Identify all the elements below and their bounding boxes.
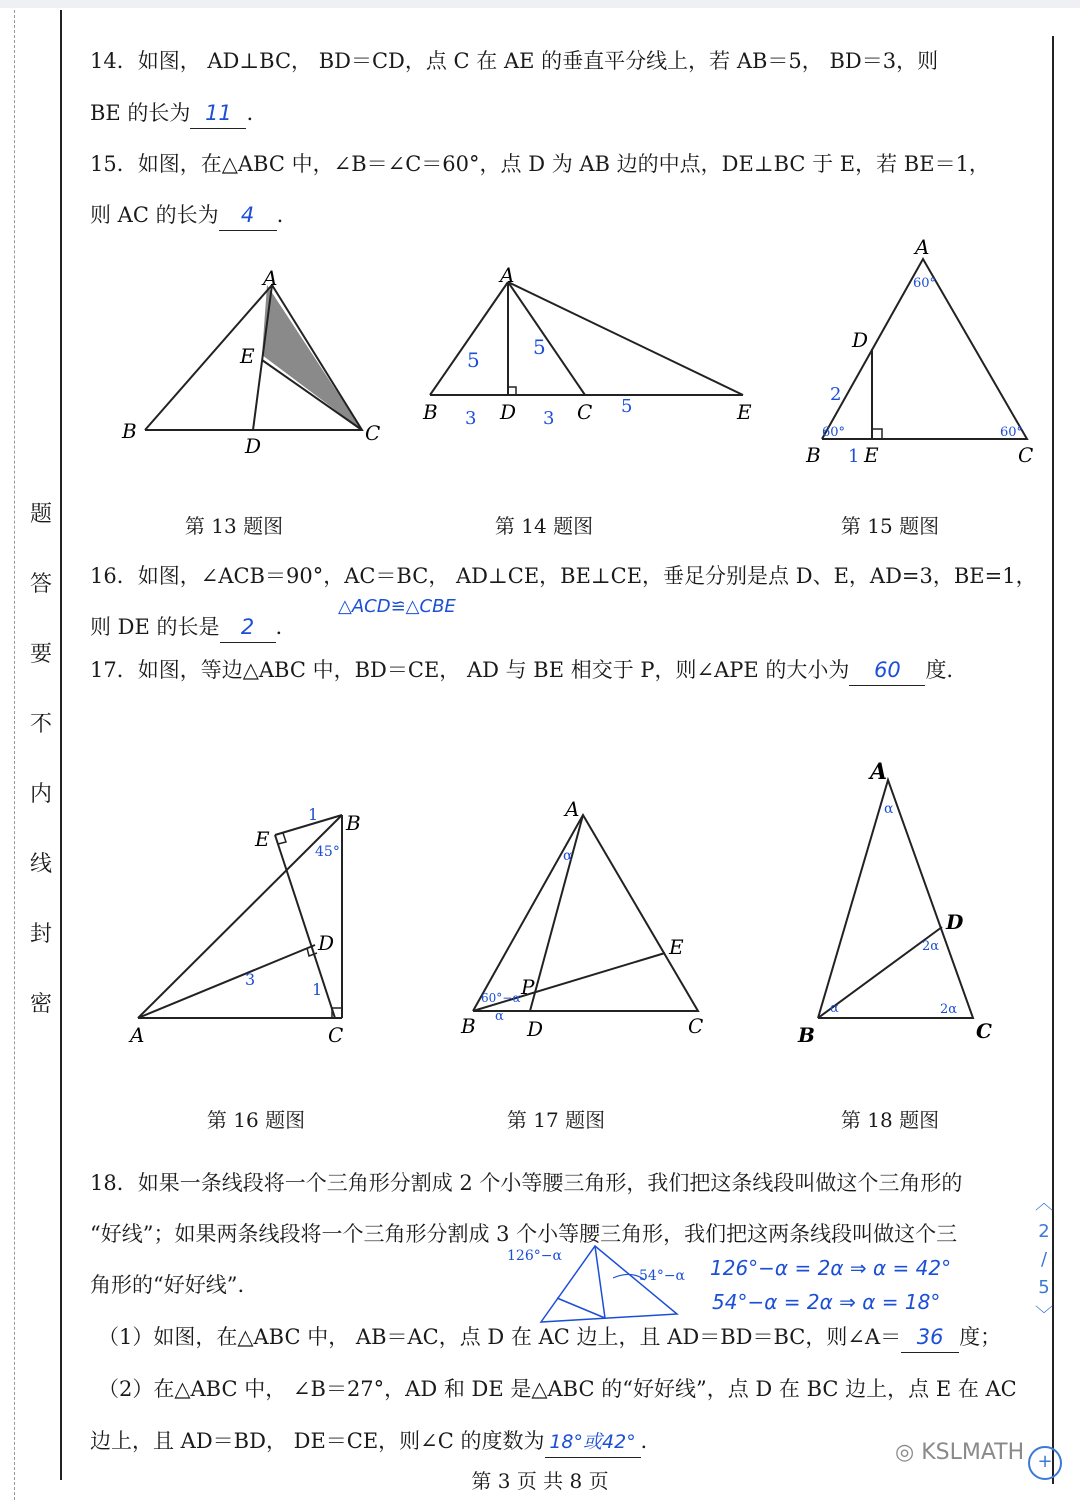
page-down-icon[interactable]: ﹀ bbox=[1035, 1305, 1053, 1326]
problem-15-line1: 15．如图，在△ABC 中，∠B＝∠C＝60°，点 D 为 AB 边的中点，DE⊥BC 于 E，若 BE＝1， bbox=[90, 152, 990, 176]
problem-17-suffix: 度. bbox=[925, 658, 954, 682]
problem-18-line2: “好线”；如果两条线段将一个三角形分割成 3 个小等腰三角形，我们把这两条线段叫做这个三 bbox=[90, 1222, 958, 1246]
segment-ad bbox=[530, 815, 583, 1011]
figure-13 bbox=[100, 255, 400, 465]
problem-18-sub1 bbox=[98, 1322, 1001, 1353]
binding-margin bbox=[0, 10, 15, 1500]
page-footer: 第 3 页 共 8 页 bbox=[471, 1469, 609, 1493]
problem-17-answer: 60 bbox=[849, 655, 925, 686]
work-line-2: 54°−α = 2α ⇒ α = 18° bbox=[712, 1290, 941, 1314]
label-e: E bbox=[864, 443, 879, 467]
figure-15 bbox=[800, 232, 1050, 472]
problem-16-prefix: 则 DE 的长是 bbox=[90, 615, 220, 639]
seal-char: 封 bbox=[29, 922, 52, 947]
sketch-angle-1: 126°−α bbox=[507, 1248, 562, 1264]
mark-ce: 5 bbox=[621, 396, 633, 417]
segment-ec bbox=[275, 835, 335, 1018]
caption-13: 第 13 题图 bbox=[184, 514, 284, 538]
label-c: C bbox=[976, 1019, 992, 1043]
problem-18-sub2-suffix: . bbox=[640, 1429, 648, 1453]
figure-18 bbox=[790, 755, 1020, 1055]
label-b: B bbox=[461, 1014, 476, 1038]
label-e: E bbox=[240, 344, 255, 368]
label-a: A bbox=[915, 235, 930, 259]
problem-18-line1: 18．如果一条线段将一个三角形分割成 2 个小等腰三角形，我们把这条线段叫做这个三角形的 bbox=[90, 1171, 963, 1195]
current-page: 2 bbox=[1038, 1221, 1050, 1242]
label-b: B bbox=[806, 443, 821, 467]
seal-char: 要 bbox=[29, 642, 52, 667]
problem-14-answer: 11 bbox=[190, 98, 246, 129]
mark-ab: 5 bbox=[467, 348, 480, 372]
label-c: C bbox=[577, 400, 593, 424]
problem-14-line1: 14．如图， AD⊥BC， BD＝CD，点 C 在 AE 的垂直平分线上，若 AB＝5， BD＝3，则 bbox=[90, 49, 939, 73]
mark-eb: 1 bbox=[308, 805, 319, 824]
problem-15-answer: 4 bbox=[219, 200, 277, 231]
mark-dc: 3 bbox=[543, 408, 555, 429]
label-e: E bbox=[669, 935, 684, 959]
triangle-abc bbox=[818, 780, 973, 1018]
problem-18-sub1-prefix: （1）如图，在△ABC 中， AB＝AC，点 D 在 AC 边上，且 AD＝BD＝BC，则∠A＝ bbox=[98, 1325, 902, 1349]
problem-18-sub2-line2 bbox=[90, 1426, 647, 1458]
caption-17: 第 17 题图 bbox=[506, 1108, 606, 1132]
caption-15: 第 15 题图 bbox=[840, 514, 940, 538]
right-angle-mark bbox=[508, 387, 516, 395]
problem-17-prefix: 17．如图，等边△ABC 中，BD＝CE， AD 与 BE 相交于 P，则∠APE 的大小为 bbox=[90, 658, 850, 682]
seal-char: 密 bbox=[29, 992, 52, 1017]
problem-15-prefix: 则 AC 的长为 bbox=[90, 203, 219, 227]
label-a: A bbox=[565, 798, 580, 821]
label-b: B bbox=[423, 400, 438, 424]
label-b: B bbox=[798, 1023, 815, 1047]
problem-14-suffix: . bbox=[246, 101, 254, 125]
shaded-triangle bbox=[262, 285, 362, 430]
triangle-abc bbox=[473, 815, 698, 1011]
browser-top-bar bbox=[0, 0, 1080, 8]
seal-char: 不 bbox=[29, 712, 52, 737]
label-c: C bbox=[1018, 443, 1034, 467]
left-border-line bbox=[60, 10, 62, 1480]
mark-angle-b: 45° bbox=[315, 844, 340, 860]
seal-char: 题 bbox=[29, 502, 52, 527]
label-a: A bbox=[500, 263, 515, 287]
right-angle-mark bbox=[872, 429, 882, 439]
problem-18-sub1-answer: 36 bbox=[901, 1322, 959, 1353]
segment-ab bbox=[430, 282, 508, 395]
sketch-de bbox=[557, 1298, 605, 1318]
mark-angle-c: 60° bbox=[1000, 425, 1024, 440]
mark-bd: 2 bbox=[830, 384, 842, 405]
mark-angle-a: α bbox=[884, 801, 894, 817]
label-b: B bbox=[346, 811, 361, 835]
problem-17-line1 bbox=[90, 655, 953, 686]
seal-line-text bbox=[26, 480, 56, 1040]
problem-18-line3: 角形的“好好线”. bbox=[90, 1273, 245, 1297]
segment-ac bbox=[508, 282, 585, 395]
mark-ad: 3 bbox=[245, 970, 256, 989]
watermark bbox=[895, 1440, 1024, 1465]
total-pages: 5 bbox=[1038, 1277, 1050, 1298]
label-d: D bbox=[245, 434, 262, 458]
problem-16-suffix: . bbox=[275, 615, 283, 639]
problem-16-note: △ACD≌△CBE bbox=[338, 596, 456, 617]
problem-16-line2 bbox=[90, 612, 282, 643]
sketch-ad bbox=[595, 1246, 605, 1318]
problem-18-sub1-suffix: 度； bbox=[959, 1325, 1002, 1349]
mark-angle-b: 60° bbox=[822, 425, 846, 440]
seal-char: 线 bbox=[29, 852, 52, 877]
label-d: D bbox=[527, 1017, 544, 1041]
page-separator: / bbox=[1040, 1249, 1048, 1270]
label-c: C bbox=[365, 421, 381, 445]
mark-angle-a: α bbox=[563, 848, 573, 864]
caption-16: 第 16 题图 bbox=[206, 1108, 306, 1132]
mark-angle-d: 2α bbox=[922, 939, 940, 954]
segment-ad bbox=[138, 945, 315, 1018]
problem-14-line2 bbox=[90, 98, 253, 129]
label-b: B bbox=[122, 419, 137, 443]
mark-angle-b: α bbox=[830, 1001, 839, 1016]
label-a: A bbox=[130, 1023, 145, 1047]
mark-angle-pbd: α bbox=[495, 1009, 504, 1024]
wechat-icon: ◎ bbox=[895, 1440, 922, 1465]
page-navigator bbox=[1032, 1190, 1056, 1330]
figure-17 bbox=[455, 798, 725, 1048]
label-e: E bbox=[737, 400, 752, 424]
caption-18: 第 18 题图 bbox=[840, 1108, 940, 1132]
problem-16-answer: 2 bbox=[220, 612, 276, 643]
problem-15-suffix: . bbox=[276, 203, 284, 227]
label-d: D bbox=[318, 931, 335, 955]
handwritten-sketch bbox=[505, 1238, 705, 1330]
label-a: A bbox=[870, 759, 888, 785]
mark-bd: 3 bbox=[465, 408, 477, 429]
label-c: C bbox=[328, 1023, 344, 1047]
figure-14 bbox=[415, 262, 775, 442]
page-up-icon[interactable]: ︿ bbox=[1035, 1193, 1053, 1214]
label-p: P bbox=[521, 975, 535, 999]
watermark-text: KSLMATH bbox=[921, 1440, 1025, 1465]
caption-14: 第 14 题图 bbox=[494, 514, 594, 538]
problem-16-line1: 16．如图，∠ACB＝90°，AC＝BC， AD⊥CE，BE⊥CE，垂足分别是点 D、E，AD=3，BE=1， bbox=[90, 564, 1037, 588]
problem-18-sub2-line1: （2）在△ABC 中， ∠B＝27°，AD 和 DE 是△ABC 的“好好线”，点 D 在 BC 边上，点 E 在 AC bbox=[98, 1377, 1017, 1401]
mark-angle-c: 2α bbox=[940, 1002, 958, 1017]
seal-char: 内 bbox=[29, 782, 52, 807]
problem-18-sub2-prefix: 边上，且 AD＝BD， DE＝CE，则∠C 的度数为 bbox=[90, 1429, 545, 1453]
label-d: D bbox=[500, 400, 517, 424]
mark-dc: 1 bbox=[312, 980, 323, 999]
label-d: D bbox=[852, 328, 869, 352]
mark-angle-a: 60° bbox=[913, 276, 937, 291]
mark-angle-abp: 60°−α bbox=[481, 991, 521, 1005]
problem-14-prefix: BE 的长为 bbox=[90, 101, 191, 125]
work-line-1: 126°−α = 2α ⇒ α = 42° bbox=[710, 1256, 952, 1280]
label-d: D bbox=[946, 910, 964, 934]
problem-15-line2 bbox=[90, 200, 283, 231]
figure-16 bbox=[120, 800, 380, 1050]
mark-ac: 5 bbox=[533, 335, 546, 359]
label-c: C bbox=[688, 1014, 704, 1038]
sketch-angle-2: 54°−α bbox=[639, 1268, 685, 1284]
problem-18-sub2-answer: 18°或42° bbox=[545, 1427, 641, 1458]
seal-char: 答 bbox=[29, 572, 52, 597]
label-a: A bbox=[263, 266, 278, 290]
label-e: E bbox=[255, 827, 270, 851]
mark-be: 1 bbox=[848, 446, 860, 467]
zoom-icon[interactable]: + bbox=[1028, 1446, 1062, 1480]
